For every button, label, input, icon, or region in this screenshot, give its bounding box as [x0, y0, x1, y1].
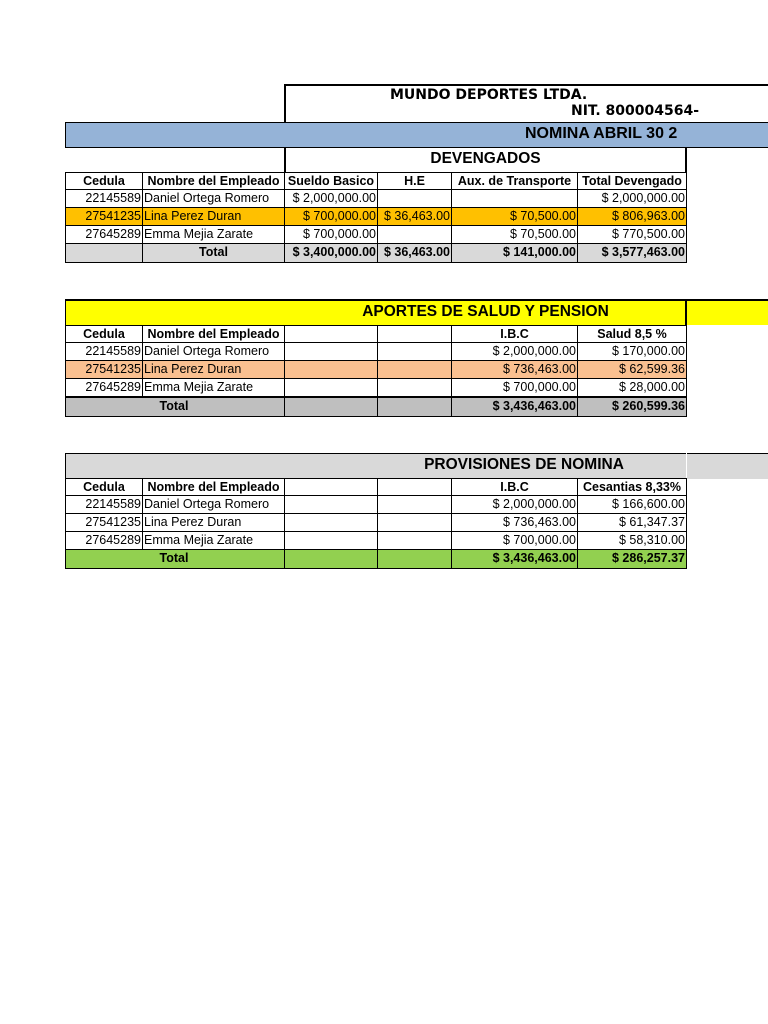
- provisiones-header-ibc: I.B.C: [451, 478, 577, 496]
- table-row-blank: [377, 532, 451, 550]
- aportes-header-blank: [284, 325, 377, 343]
- devengados-title: DEVENGADOS: [430, 150, 541, 167]
- aportes-title: APORTES DE SALUD Y PENSION: [362, 303, 609, 320]
- table-row-aux: $ 70,500.00: [451, 208, 577, 226]
- table-row-cedula: 27645289: [65, 226, 142, 244]
- devengados-header-aux: Aux. de Transporte: [451, 172, 577, 190]
- table-row-ibc: $ 736,463.00: [451, 361, 577, 379]
- provisiones-title: PROVISIONES DE NOMINA: [424, 456, 624, 473]
- table-row-cedula: 27541235: [65, 514, 142, 532]
- table-row-cedula: 27541235: [65, 361, 142, 379]
- provisiones-header-blank: [377, 478, 451, 496]
- table-row-nombre: Daniel Ortega Romero: [142, 343, 284, 361]
- table-row-blank: [284, 514, 377, 532]
- table-row-blank: [377, 514, 451, 532]
- table-row-cesantias: $ 166,600.00: [577, 496, 687, 514]
- table-row-blank: [377, 496, 451, 514]
- provisiones-total-blank: [284, 550, 377, 569]
- table-row-blank: [377, 343, 451, 361]
- table-row-nombre: Emma Mejia Zarate: [142, 379, 284, 398]
- table-row-salud: $ 28,000.00: [577, 379, 687, 398]
- table-row-cesantias: $ 61,347.37: [577, 514, 687, 532]
- aportes-total-blank: [284, 398, 377, 417]
- devengados-total-sueldo: $ 3,400,000.00: [284, 244, 377, 263]
- provisiones-total-ibc: $ 3,436,463.00: [451, 550, 577, 569]
- aportes-total-salud: $ 260,599.36: [577, 398, 687, 417]
- table-row-aux: [451, 190, 577, 208]
- table-row-cedula: 27541235: [65, 208, 142, 226]
- aportes-total-label: Total: [142, 398, 206, 417]
- table-row-salud: $ 170,000.00: [577, 343, 687, 361]
- table-row-sueldo: $ 2,000,000.00: [284, 190, 377, 208]
- table-row-cedula: 22145589: [65, 190, 142, 208]
- aportes-total-blank: [206, 398, 284, 417]
- devengados-header-cedula: Cedula: [65, 172, 142, 190]
- provisiones-header-nombre: Nombre del Empleado: [142, 478, 284, 496]
- provisiones-header-blank: [284, 478, 377, 496]
- provisiones-total-cesantias: $ 286,257.37: [577, 550, 687, 569]
- table-row-sueldo: $ 700,000.00: [284, 208, 377, 226]
- table-row-ibc: $ 2,000,000.00: [451, 496, 577, 514]
- table-row-total: $ 806,963.00: [577, 208, 687, 226]
- table-row-blank: [284, 361, 377, 379]
- table-row-blank: [377, 361, 451, 379]
- aportes-total-ibc: $ 3,436,463.00: [451, 398, 577, 417]
- aportes-header-blank: [377, 325, 451, 343]
- table-row-nombre: Emma Mejia Zarate: [142, 532, 284, 550]
- provisiones-header-cedula: Cedula: [65, 478, 142, 496]
- table-row-blank: [377, 379, 451, 398]
- table-row-he: [377, 226, 451, 244]
- aportes-total-blank: [65, 398, 142, 417]
- provisiones-total-blank: [377, 550, 451, 569]
- table-row-aux: $ 70,500.00: [451, 226, 577, 244]
- table-row-nombre: Emma Mejia Zarate: [142, 226, 284, 244]
- aportes-header-cedula: Cedula: [65, 325, 142, 343]
- table-row-total: $ 2,000,000.00: [577, 190, 687, 208]
- provisiones-header-cesantias: Cesantias 8,33%: [577, 478, 687, 496]
- table-row-total: $ 770,500.00: [577, 226, 687, 244]
- table-row-nombre: Lina Perez Duran: [142, 361, 284, 379]
- devengados-header-nombre: Nombre del Empleado: [142, 172, 284, 190]
- devengados-total-label: Total: [142, 244, 284, 263]
- table-row-cedula: 22145589: [65, 496, 142, 514]
- company-name: MUNDO DEPORTES LTDA.: [390, 87, 588, 103]
- table-row-cesantias: $ 58,310.00: [577, 532, 687, 550]
- aportes-header-salud: Salud 8,5 %: [577, 325, 687, 343]
- table-row-nombre: Lina Perez Duran: [142, 208, 284, 226]
- table-row-ibc: $ 700,000.00: [451, 532, 577, 550]
- table-row-nombre: Daniel Ortega Romero: [142, 190, 284, 208]
- table-row-cedula: 22145589: [65, 343, 142, 361]
- devengados-header-sueldo: Sueldo Basico: [284, 172, 377, 190]
- table-row-cedula: 27645289: [65, 532, 142, 550]
- table-row-salud: $ 62,599.36: [577, 361, 687, 379]
- table-row-blank: [284, 532, 377, 550]
- table-row-blank: [284, 343, 377, 361]
- table-row-nombre: Daniel Ortega Romero: [142, 496, 284, 514]
- nomina-banner-title: NOMINA ABRIL 30 2: [525, 125, 678, 142]
- table-row-nombre: Lina Perez Duran: [142, 514, 284, 532]
- devengados-total-aux: $ 141,000.00: [451, 244, 577, 263]
- table-row-cedula: 27645289: [65, 379, 142, 398]
- table-row-he: $ 36,463.00: [377, 208, 451, 226]
- devengados-header-total: Total Devengado: [577, 172, 687, 190]
- table-row-sueldo: $ 700,000.00: [284, 226, 377, 244]
- devengados-header-he: H.E: [377, 172, 451, 190]
- aportes-header-ibc: I.B.C: [451, 325, 577, 343]
- table-row-ibc: $ 2,000,000.00: [451, 343, 577, 361]
- table-row-ibc: $ 700,000.00: [451, 379, 577, 398]
- table-row-ibc: $ 736,463.00: [451, 514, 577, 532]
- table-row-he: [377, 190, 451, 208]
- devengados-total-blank: [65, 244, 142, 263]
- devengados-total-total: $ 3,577,463.00: [577, 244, 687, 263]
- provisiones-total-label: Total: [142, 550, 206, 569]
- provisiones-total-blank: [65, 550, 142, 569]
- table-row-blank: [284, 496, 377, 514]
- table-row-blank: [284, 379, 377, 398]
- aportes-total-blank: [377, 398, 451, 417]
- devengados-total-he: $ 36,463.00: [377, 244, 451, 263]
- aportes-header-nombre: Nombre del Empleado: [142, 325, 284, 343]
- company-nit: NIT. 800004564-: [571, 103, 700, 119]
- provisiones-total-blank: [206, 550, 284, 569]
